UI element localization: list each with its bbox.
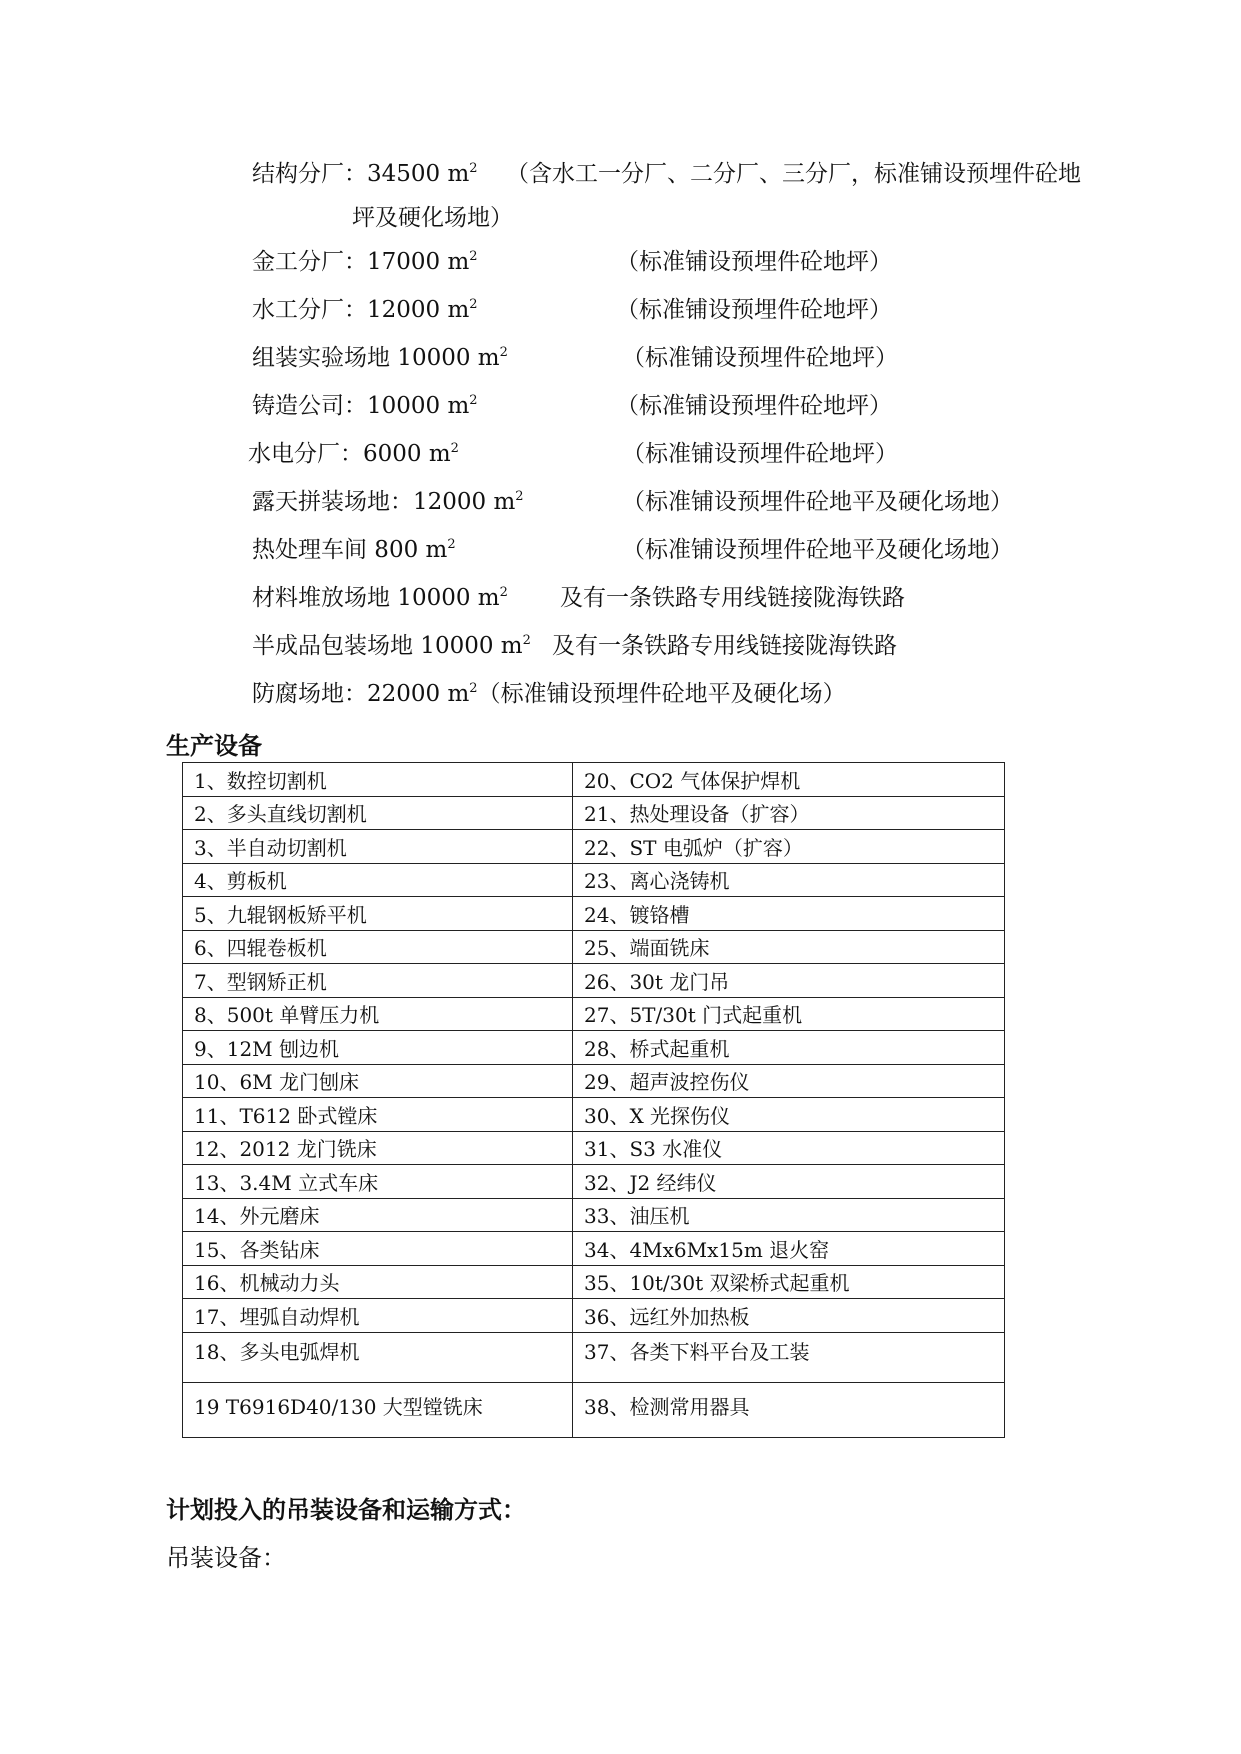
equipment-cell-left: 11、T612 卧式镗床 — [183, 1098, 573, 1132]
equipment-cell-right: 20、CO2 气体保护焊机 — [573, 763, 1005, 797]
site-name: 铸造公司：10000 m — [252, 393, 470, 419]
equipment-cell-left: 12、2012 龙门铣床 — [183, 1131, 573, 1165]
unit-superscript: 2 — [469, 161, 478, 176]
equipment-cell-left: 7、型钢矫正机 — [183, 964, 573, 998]
site-line-casting — [252, 386, 892, 426]
site-desc: （标准铺设预埋件砼地平及硬化场地） — [622, 537, 1013, 563]
site-name: 露天拼装场地：12000 m — [252, 489, 516, 515]
equipment-cell-left: 16、机械动力头 — [183, 1265, 573, 1299]
equipment-cell-right: 36、远红外加热板 — [573, 1299, 1005, 1333]
table-row — [183, 1232, 1005, 1266]
equipment-cell-left: 13、3.4M 立式车床 — [183, 1165, 573, 1199]
site-line-structure-cont — [352, 198, 513, 238]
site-desc: 及有一条铁路专用线链接陇海铁路 — [560, 585, 905, 611]
site-name: 材料堆放场地 10000 m — [252, 585, 500, 611]
equipment-cell-left: 3、半自动切割机 — [183, 830, 573, 864]
equipment-cell-left: 2、多头直线切割机 — [183, 796, 573, 830]
table-row — [183, 1198, 1005, 1232]
unit-superscript: 2 — [447, 537, 456, 552]
table-row — [183, 863, 1005, 897]
table-row — [183, 897, 1005, 931]
unit-superscript: 2 — [522, 633, 531, 648]
unit-superscript: 2 — [515, 489, 524, 504]
table-row — [183, 1299, 1005, 1333]
equipment-cell-right: 24、镀铬槽 — [573, 897, 1005, 931]
equipment-cell-left: 5、九辊钢板矫平机 — [183, 897, 573, 931]
site-desc: （标准铺设预埋件砼地坪） — [616, 249, 892, 275]
unit-superscript: 2 — [469, 681, 478, 696]
site-line-packaging — [252, 626, 897, 666]
site-name: 水电分厂：6000 m — [248, 441, 451, 467]
lifting-label: 吊装设备： — [166, 1544, 286, 1572]
equipment-cell-left: 8、500t 单臂压力机 — [183, 997, 573, 1031]
equipment-cell-right: 32、J2 经纬仪 — [573, 1165, 1005, 1199]
site-desc: 及有一条铁路专用线链接陇海铁路 — [552, 633, 897, 659]
equipment-cell-left: 1、数控切割机 — [183, 763, 573, 797]
equipment-cell-right: 21、热处理设备（扩容） — [573, 796, 1005, 830]
site-name: 金工分厂：17000 m — [252, 249, 470, 275]
equipment-cell-right: 33、油压机 — [573, 1198, 1005, 1232]
unit-superscript: 2 — [469, 393, 478, 408]
site-line-material-yard — [252, 578, 905, 618]
site-desc: （标准铺设预埋件砼地坪） — [622, 441, 898, 467]
equipment-cell-right: 22、ST 电弧炉（扩容） — [573, 830, 1005, 864]
equipment-cell-right: 34、4Mx6Mx15m 退火窑 — [573, 1232, 1005, 1266]
site-desc: （含水工一分厂、二分厂、三分厂，标准铺设预埋件砼地 — [506, 161, 1081, 187]
equipment-cell-left: 19 T6916D40/130 大型镗铣床 — [183, 1382, 573, 1437]
table-row — [183, 1131, 1005, 1165]
equipment-cell-right: 37、各类下料平台及工装 — [573, 1332, 1005, 1382]
equipment-cell-left: 18、多头电弧焊机 — [183, 1332, 573, 1382]
equipment-cell-right: 27、5T/30t 门式起重机 — [573, 997, 1005, 1031]
site-line-hydraulic — [252, 290, 892, 330]
site-name: 结构分厂：34500 m — [252, 161, 470, 187]
site-line-open-air — [252, 482, 1013, 522]
table-row — [183, 1064, 1005, 1098]
table-row — [183, 1382, 1005, 1437]
table-row — [183, 1098, 1005, 1132]
site-line-structure — [252, 154, 1081, 194]
equipment-cell-right: 30、X 光探伤仪 — [573, 1098, 1005, 1132]
table-row — [183, 830, 1005, 864]
site-desc: （标准铺设预埋件砼地坪） — [616, 393, 892, 419]
unit-superscript: 2 — [450, 441, 459, 456]
unit-superscript: 2 — [469, 297, 478, 312]
equipment-cell-left: 9、12M 刨边机 — [183, 1031, 573, 1065]
table-row — [183, 930, 1005, 964]
site-desc: （标准铺设预埋件砼地坪） — [616, 297, 892, 323]
site-name: 防腐场地：22000 m — [252, 681, 470, 707]
site-name: 热处理车间 800 m — [252, 537, 448, 563]
equipment-cell-right: 29、超声波控伤仪 — [573, 1064, 1005, 1098]
table-row — [183, 1265, 1005, 1299]
site-line-anticorrosion — [252, 674, 846, 714]
site-line-heat-treatment — [252, 530, 1013, 570]
site-desc-continued: 坪及硬化场地） — [352, 205, 513, 231]
equipment-table-body — [183, 763, 1005, 1438]
table-row — [183, 763, 1005, 797]
site-name: 组装实验场地 10000 m — [252, 345, 500, 371]
site-name: 水工分厂：12000 m — [252, 297, 470, 323]
table-row — [183, 1031, 1005, 1065]
equipment-table — [182, 762, 1005, 1438]
equipment-cell-left: 17、埋弧自动焊机 — [183, 1299, 573, 1333]
equipment-cell-right: 31、S3 水准仪 — [573, 1131, 1005, 1165]
table-row — [183, 1165, 1005, 1199]
site-desc: （标准铺设预埋件砼地平及硬化场地） — [622, 489, 1013, 515]
unit-superscript: 2 — [499, 345, 508, 360]
equipment-cell-right: 26、30t 龙门吊 — [573, 964, 1005, 998]
equipment-cell-left: 15、各类钻床 — [183, 1232, 573, 1266]
equipment-cell-right: 23、离心浇铸机 — [573, 863, 1005, 897]
site-desc: （标准铺设预埋件砼地平及硬化场） — [477, 681, 846, 707]
site-desc: （标准铺设预埋件砼地坪） — [622, 345, 898, 371]
table-row — [183, 1332, 1005, 1382]
equipment-cell-right: 38、检测常用器具 — [573, 1382, 1005, 1437]
site-line-metalwork — [252, 242, 892, 282]
equipment-cell-left: 4、剪板机 — [183, 863, 573, 897]
table-row — [183, 997, 1005, 1031]
equipment-cell-left: 10、6M 龙门刨床 — [183, 1064, 573, 1098]
unit-superscript: 2 — [499, 585, 508, 600]
equipment-heading: 生产设备 — [166, 732, 262, 760]
site-line-hydropower — [248, 434, 898, 474]
equipment-cell-right: 35、10t/30t 双梁桥式起重机 — [573, 1265, 1005, 1299]
site-name: 半成品包装场地 10000 m — [252, 633, 523, 659]
equipment-cell-left: 6、四辊卷板机 — [183, 930, 573, 964]
table-row — [183, 796, 1005, 830]
lifting-heading: 计划投入的吊装设备和运输方式： — [166, 1496, 526, 1524]
site-line-assembly — [252, 338, 898, 378]
unit-superscript: 2 — [469, 249, 478, 264]
equipment-cell-right: 25、端面铣床 — [573, 930, 1005, 964]
equipment-cell-right: 28、桥式起重机 — [573, 1031, 1005, 1065]
equipment-cell-left: 14、外元磨床 — [183, 1198, 573, 1232]
table-row — [183, 964, 1005, 998]
